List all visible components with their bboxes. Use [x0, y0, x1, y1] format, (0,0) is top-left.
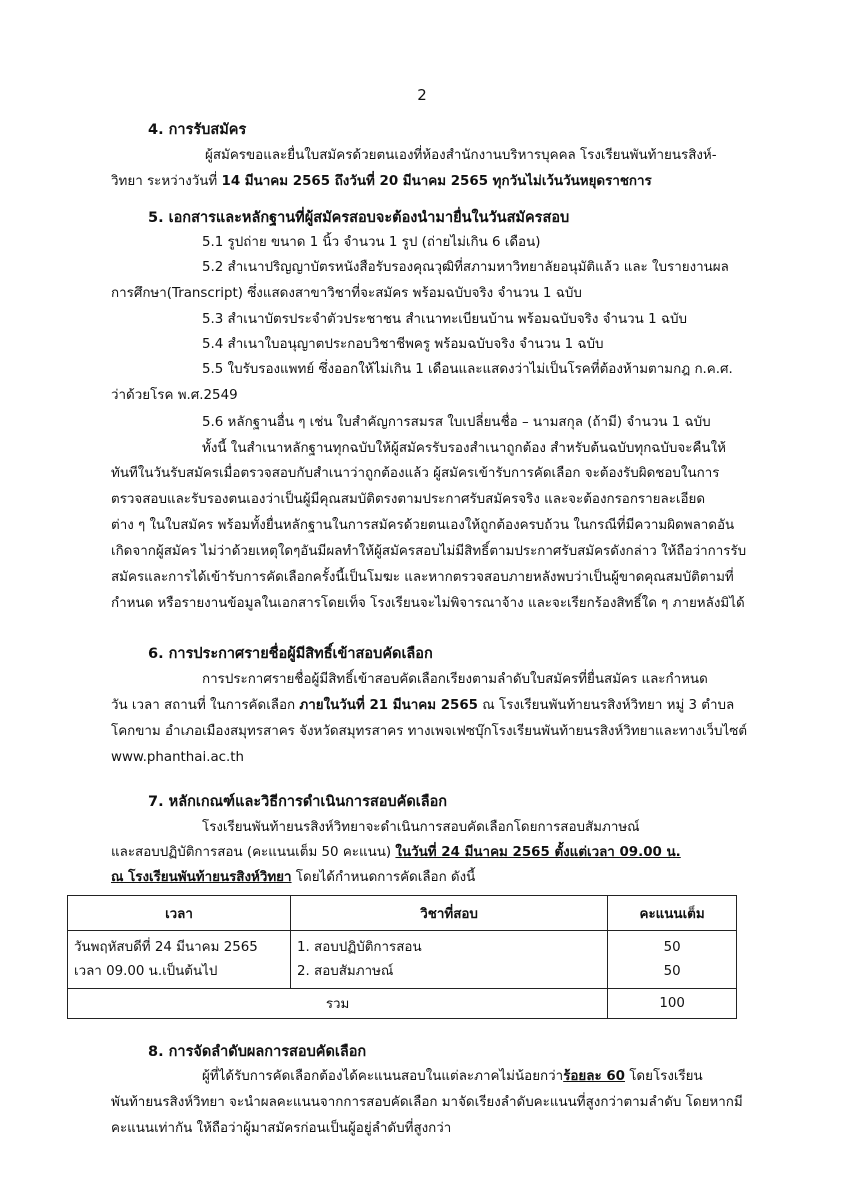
- table-row: [68, 931, 737, 989]
- item-5-4: 5.4 สำเนาใบอนุญาตประกอบวิชาชีพครู พร้อมฉบับจริง จำนวน 1 ฉบับ: [202, 337, 604, 352]
- cell-subjects: [291, 931, 608, 989]
- time-line-1: วันพฤหัสบดีที่ 24 มีนาคม 2565: [74, 939, 258, 955]
- section-7-line-2: [111, 843, 681, 863]
- section-8-line-2: พันท้ายนรสิงห์วิทยา จะนำผลคะแนนจากการสอบคัดเลือก มาจัดเรียงลำดับคะแนนที่สูงกว่าตามลำดับ โดยหากมี: [111, 1095, 743, 1110]
- section-6-line-2: [111, 696, 734, 716]
- section-6-heading: 6. การประกาศรายชื่อผู้มีสิทธิ์เข้าสอบคัดเลือก: [148, 646, 433, 662]
- section-6-line-3: โคกขาม อำเภอเมืองสมุทรสาคร จังหวัดสมุทรสาคร ทางเพจเฟซบุ๊กโรงเรียนพันท้ายนรสิงห์วิทยาและทางเว็บไซต์: [111, 724, 748, 739]
- header-subject: วิชาที่สอบ: [291, 896, 608, 931]
- section-8-heading: 8. การจัดลำดับผลการสอบคัดเลือก: [148, 1044, 367, 1060]
- section-6-line-2-text: วัน เวลา สถานที่ ในการคัดเลือก: [111, 698, 300, 713]
- total-label: รวม: [68, 989, 608, 1019]
- time-line-2: เวลา 09.00 น.เป็นต้นไป: [74, 963, 218, 979]
- section-5-para-line-7: กำหนด หรือรายงานข้อมูลในเอกสารโดยเท็จ โรงเรียนจะไม่พิจารณาจ้าง และจะเรียกร้องสิทธิ์ใด ๆ ภายหลังมิได้: [111, 596, 745, 611]
- section-8-threshold: ร้อยละ 60: [563, 1069, 625, 1084]
- section-7-line-2-text: และสอบปฏิบัติการสอน (คะแนนเต็ม 50 คะแนน): [111, 845, 396, 860]
- section-5-para-line-5: เกิดจากผู้สมัคร ไม่ว่าด้วยเหตุใดๆอันมีผลทำให้ผู้สมัครสอบไม่มีสิทธิ์ตามประกาศรับสมัครดังกล่าว ให้ถือว่าการรับ: [111, 544, 747, 559]
- section-7-line-3: [111, 868, 475, 888]
- section-7-line-3-text: โดยได้กำหนดการคัดเลือก ดังนี้: [291, 870, 476, 885]
- section-4-line-1: ผู้สมัครขอและยื่นใบสมัครด้วยตนเองที่ห้องสำนักงานบริหารบุคคล โรงเรียนพันท้ายนรสิงห์-: [205, 148, 717, 163]
- section-6-date: ภายในวันที่ 21 มีนาคม 2565: [299, 698, 478, 713]
- section-8-line-1-text: ผู้ที่ได้รับการคัดเลือกต้องได้คะแนนสอบในแต่ละภาคไม่น้อยกว่า: [202, 1069, 564, 1084]
- section-6-line-2-location: ณ โรงเรียนพันท้ายนรสิงห์วิทยา หมู่ 3 ตำบล: [477, 698, 735, 713]
- score-2: 50: [663, 963, 681, 979]
- item-5-2-line-1: 5.2 สำเนาปริญญาบัตรหนังสือรับรองคุณวุฒิที่สภามหาวิทยาลัยอนุมัติแล้ว และ ใบรายงานผล: [202, 260, 729, 275]
- section-5-para-line-2: ทันทีในวันรับสมัครเมื่อตรวจสอบกับสำเนาว่าถูกต้องแล้ว ผู้สมัครเข้ารับการคัดเลือก จะต้องรับผิดชอบในการ: [111, 466, 720, 481]
- section-7-line-1: โรงเรียนพันท้ายนรสิงห์วิทยาจะดำเนินการสอบคัดเลือกโดยการสอบสัมภาษณ์: [202, 820, 640, 835]
- item-5-5-line-2: ว่าด้วยโรค พ.ศ.2549: [111, 388, 238, 403]
- table-total-row: [68, 989, 737, 1019]
- section-4-line-2: [111, 172, 652, 192]
- section-7-datetime: ในวันที่ 24 มีนาคม 2565 ตั้งแต่เวลา 09.00 น.: [395, 845, 681, 860]
- subject-2: 2. สอบสัมภาษณ์: [297, 963, 394, 979]
- section-7-heading: 7. หลักเกณฑ์และวิธีการดำเนินการสอบคัดเลือก: [148, 794, 448, 810]
- section-4-heading: 4. การรับสมัคร: [148, 122, 247, 138]
- table-header-row: [68, 896, 737, 931]
- item-5-6: 5.6 หลักฐานอื่น ๆ เช่น ใบสำคัญการสมรส ใบเปลี่ยนชื่อ – นามสกุล (ถ้ามี) จำนวน 1 ฉบับ: [202, 415, 711, 430]
- section-5-para-line-4: ต่าง ๆ ในใบสมัคร พร้อมทั้งยื่นหลักฐานในการสมัครด้วยตนเองให้ถูกต้องครบถ้วน ในกรณีที่มีความผิดพลาดอัน: [111, 518, 735, 533]
- header-score: คะแนนเต็ม: [608, 896, 737, 931]
- website-url[interactable]: www.phanthai.ac.th: [111, 750, 245, 765]
- cell-scores: [608, 931, 737, 989]
- cell-time: [68, 931, 291, 989]
- header-time: เวลา: [68, 896, 291, 931]
- score-1: 50: [663, 939, 681, 955]
- section-8-line-3: คะแนนเท่ากัน ให้ถือว่าผู้มาสมัครก่อนเป็นผู้อยู่ลำดับที่สูงกว่า: [111, 1121, 452, 1136]
- section-4-dates: 14 มีนาคม 2565 ถึงวันที่ 20 มีนาคม 2565 ทุกวันไม่เว้นวันหยุดราชการ: [221, 174, 652, 189]
- section-6-line-1: การประกาศรายชื่อผู้มีสิทธิ์เข้าสอบคัดเลือกเรียงตามลำดับใบสมัครที่ยื่นสมัคร และกำหนด: [202, 672, 708, 687]
- exam-schedule-table: [67, 895, 737, 1019]
- section-5-para-line-6: สมัครและการได้เข้ารับการคัดเลือกครั้งนี้เป็นโมฆะ และหากตรวจสอบภายหลังพบว่าเป็นผู้ขาดคุณสมบัติตามที่: [111, 570, 734, 585]
- section-4-line-2-text: วิทยา ระหว่างวันที่: [111, 174, 222, 189]
- item-5-3: 5.3 สำเนาบัตรประจำตัวประชาชน สำเนาทะเบียนบ้าน พร้อมฉบับจริง จำนวน 1 ฉบับ: [202, 312, 687, 327]
- section-7-venue: ณ โรงเรียนพันท้ายนรสิงห์วิทยา: [111, 870, 292, 885]
- section-8-line-1-end: โดยโรงเรียน: [624, 1069, 703, 1084]
- subject-1: 1. สอบปฏิบัติการสอน: [297, 939, 422, 955]
- section-5-para-line-3: ตรวจสอบและรับรองตนเองว่าเป็นผู้มีคุณสมบัติตรงตามประกาศรับสมัครจริง และจะต้องกรอกรายละเอียด: [111, 492, 706, 507]
- total-value: 100: [608, 989, 737, 1019]
- section-5-para-line-1: ทั้งนี้ ในสำเนาหลักฐานทุกฉบับให้ผู้สมัครรับรองสำเนาถูกต้อง สำหรับต้นฉบับทุกฉบับจะคืนให้: [202, 441, 726, 456]
- page-number: 2: [417, 86, 427, 104]
- section-5-heading: 5. เอกสารและหลักฐานที่ผู้สมัครสอบจะต้องนำมายื่นในวันสมัครสอบ: [148, 210, 570, 226]
- item-5-2-line-2: การศึกษา(Transcript) ซึ่งแสดงสาขาวิชาที่จะสมัคร พร้อมฉบับจริง จำนวน 1 ฉบับ: [111, 286, 582, 301]
- item-5-5-line-1: 5.5 ใบรับรองแพทย์ ซึ่งออกให้ไม่เกิน 1 เดือนและแสดงว่าไม่เป็นโรคที่ต้องห้ามตามกฎ ก.ค.ศ.: [202, 362, 733, 377]
- section-8-line-1: [202, 1067, 703, 1087]
- item-5-1: 5.1 รูปถ่าย ขนาด 1 นิ้ว จำนวน 1 รูป (ถ่ายไม่เกิน 6 เดือน): [202, 235, 541, 250]
